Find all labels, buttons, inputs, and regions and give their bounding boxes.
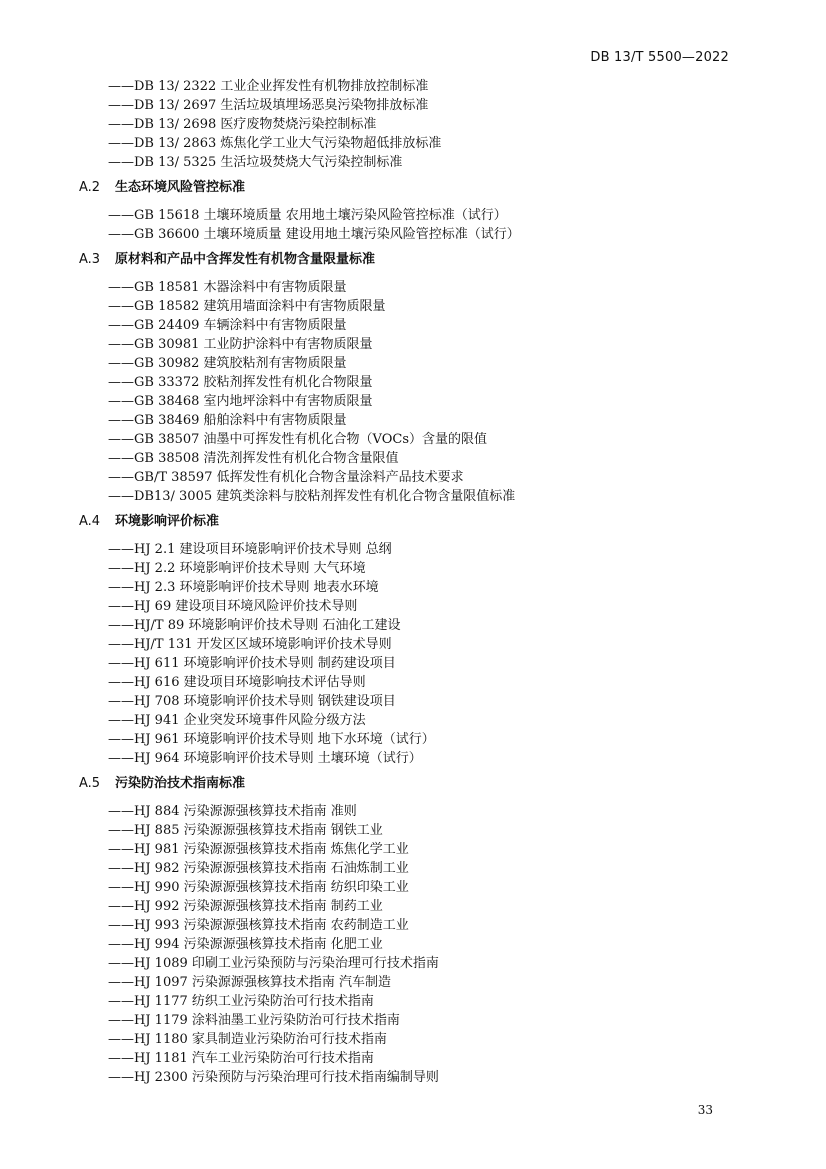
section-number: A.2 bbox=[79, 180, 101, 195]
list-item: ——DB 13/ 2698 医疗废物焚烧污染控制标准 bbox=[108, 117, 377, 132]
list-item: ——DB 13/ 2322 工业企业挥发性有机物排放控制标准 bbox=[108, 79, 429, 94]
list-item: ——GB 33372 胶粘剂挥发性有机化合物限量 bbox=[108, 375, 373, 390]
list-item: ——HJ 1089 印刷工业污染预防与污染治理可行技术指南 bbox=[108, 956, 439, 971]
list-item: ——GB 18581 木器涂料中有害物质限量 bbox=[108, 280, 347, 295]
list-item: ——HJ 990 污染源源强核算技术指南 纺织印染工业 bbox=[108, 880, 409, 895]
list-item: ——GB 30981 工业防护涂料中有害物质限量 bbox=[108, 337, 373, 352]
list-item: ——HJ 981 污染源源强核算技术指南 炼焦化学工业 bbox=[108, 842, 409, 857]
list-item: ——HJ 708 环境影响评价技术导则 钢铁建设项目 bbox=[108, 694, 396, 709]
list-item: ——HJ 1097 污染源源强核算技术指南 汽车制造 bbox=[108, 975, 392, 990]
list-item: ——GB 36600 土壤环境质量 建设用地土壤污染风险管控标准（试行） bbox=[108, 227, 520, 242]
standards-list bbox=[79, 77, 759, 1087]
section-a4 bbox=[79, 512, 759, 768]
list-item: ——GB/T 38597 低挥发性有机化合物含量涂料产品技术要求 bbox=[108, 470, 464, 485]
list-item: ——HJ 2.1 建设项目环境影响评价技术导则 总纲 bbox=[108, 542, 392, 557]
section-number: A.3 bbox=[79, 252, 101, 267]
section-heading bbox=[79, 250, 759, 270]
list-item: ——DB 13/ 5325 生活垃圾焚烧大气污染控制标准 bbox=[108, 155, 403, 170]
list-item: ——HJ 982 污染源源强核算技术指南 石油炼制工业 bbox=[108, 861, 409, 876]
list-item: ——HJ 993 污染源源强核算技术指南 农药制造工业 bbox=[108, 918, 409, 933]
list-item: ——HJ 941 企业突发环境事件风险分级方法 bbox=[108, 713, 366, 728]
list-item: ——GB 15618 土壤环境质量 农用地土壤污染风险管控标准（试行） bbox=[108, 208, 507, 223]
list-item: ——HJ 1177 纺织工业污染防治可行技术指南 bbox=[108, 994, 374, 1009]
list-item: ——DB13/ 3005 建筑类涂料与胶粘剂挥发性有机化合物含量限值标准 bbox=[108, 489, 516, 504]
section-a3 bbox=[79, 250, 759, 506]
section-number: A.4 bbox=[79, 514, 101, 529]
section-heading bbox=[79, 774, 759, 794]
list-item: ——HJ 1181 汽车工业污染防治可行技术指南 bbox=[108, 1051, 374, 1066]
list-item: ——HJ 885 污染源源强核算技术指南 钢铁工业 bbox=[108, 823, 383, 838]
list-item: ——HJ 69 建设项目环境风险评价技术导则 bbox=[108, 599, 358, 614]
list-item: ——GB 38468 室内地坪涂料中有害物质限量 bbox=[108, 394, 373, 409]
list-item: ——HJ/T 131 开发区区域环境影响评价技术导则 bbox=[108, 637, 392, 652]
document-code-header: DB 13/T 5500—2022 bbox=[590, 50, 729, 65]
section-title: 原材料和产品中含挥发性有机物含量限量标准 bbox=[115, 252, 376, 267]
list-item: ——DB 13/ 2697 生活垃圾填埋场恶臭污染物排放标准 bbox=[108, 98, 429, 113]
list-item: ——HJ 1180 家具制造业污染防治可行技术指南 bbox=[108, 1032, 387, 1047]
list-item: ——HJ 961 环境影响评价技术导则 地下水环境（试行） bbox=[108, 732, 435, 747]
section-a2 bbox=[79, 178, 759, 244]
list-item: ——DB 13/ 2863 炼焦化学工业大气污染物超低排放标准 bbox=[108, 136, 442, 151]
list-item: ——HJ 2.3 环境影响评价技术导则 地表水环境 bbox=[108, 580, 379, 595]
list-item: ——GB 38508 清洗剂挥发性有机化合物含量限值 bbox=[108, 451, 399, 466]
list-item: ——GB 24409 车辆涂料中有害物质限量 bbox=[108, 318, 347, 333]
list-item: ——GB 18582 建筑用墙面涂料中有害物质限量 bbox=[108, 299, 386, 314]
top-items-list bbox=[79, 77, 759, 172]
list-item: ——HJ 964 环境影响评价技术导则 土壤环境（试行） bbox=[108, 751, 422, 766]
section-number: A.5 bbox=[79, 776, 101, 791]
list-item: ——HJ 2.2 环境影响评价技术导则 大气环境 bbox=[108, 561, 366, 576]
section-heading bbox=[79, 512, 759, 532]
list-item: ——HJ 992 污染源源强核算技术指南 制药工业 bbox=[108, 899, 383, 914]
section-title: 污染防治技术指南标准 bbox=[115, 776, 246, 791]
page-number: 33 bbox=[697, 1103, 713, 1117]
list-item: ——HJ 884 污染源源强核算技术指南 准则 bbox=[108, 804, 357, 819]
list-item: ——HJ 611 环境影响评价技术导则 制药建设项目 bbox=[108, 656, 396, 671]
list-item: ——GB 30982 建筑胶粘剂有害物质限量 bbox=[108, 356, 347, 371]
section-heading bbox=[79, 178, 759, 198]
list-item: ——HJ 1179 涂料油墨工业污染防治可行技术指南 bbox=[108, 1013, 400, 1028]
list-item: ——HJ 2300 污染预防与污染治理可行技术指南编制导则 bbox=[108, 1070, 439, 1085]
list-item: ——GB 38469 船舶涂料中有害物质限量 bbox=[108, 413, 347, 428]
list-item: ——HJ 616 建设项目环境影响技术评估导则 bbox=[108, 675, 366, 690]
list-item: ——GB 38507 油墨中可挥发性有机化合物（VOCs）含量的限值 bbox=[108, 432, 487, 447]
section-title: 生态环境风险管控标准 bbox=[115, 180, 246, 195]
list-item: ——HJ 994 污染源源强核算技术指南 化肥工业 bbox=[108, 937, 383, 952]
section-title: 环境影响评价标准 bbox=[115, 514, 220, 529]
section-a5 bbox=[79, 774, 759, 1087]
list-item: ——HJ/T 89 环境影响评价技术导则 石油化工建设 bbox=[108, 618, 401, 633]
